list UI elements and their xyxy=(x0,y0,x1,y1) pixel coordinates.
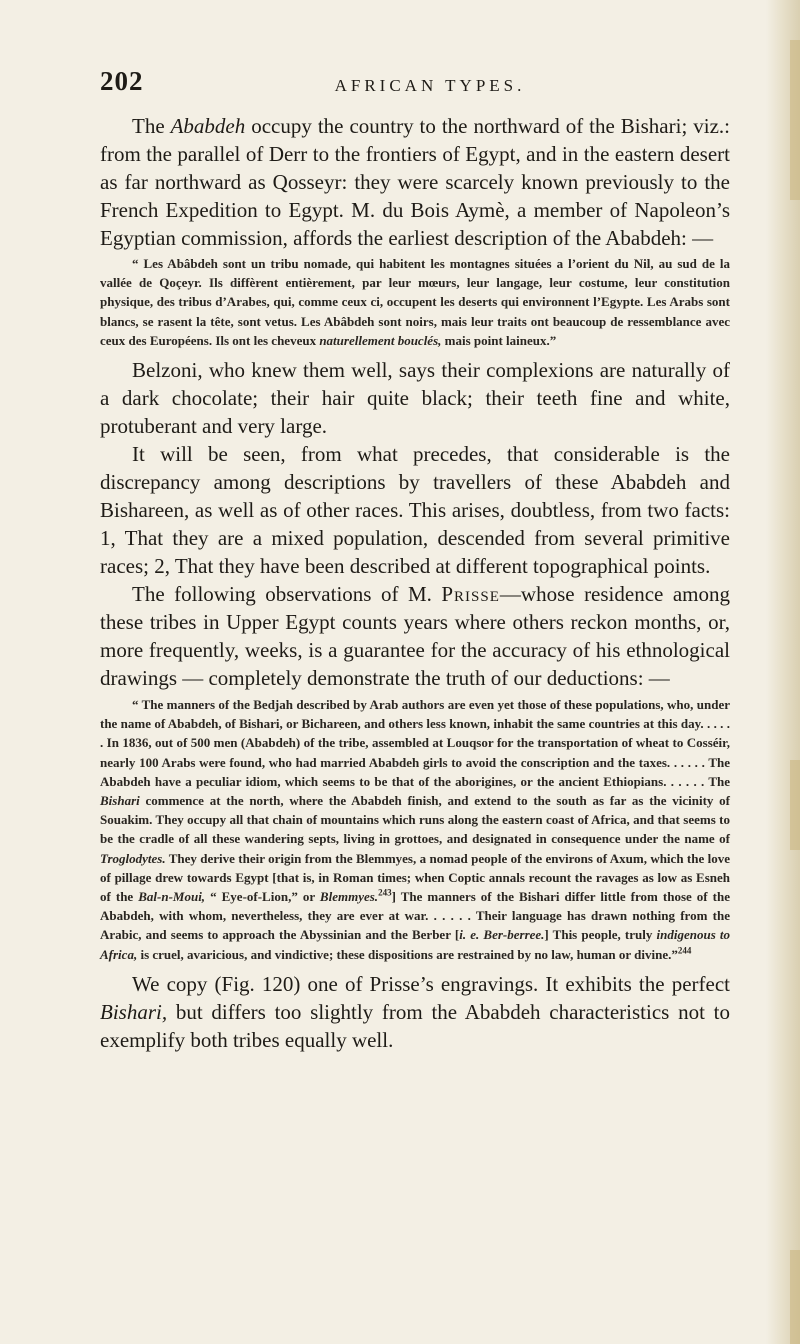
text-run: mais point laineux.” xyxy=(441,332,557,348)
page-edge-stain xyxy=(790,1250,800,1344)
text-run: —whose residence among these tribes in Upper Egypt counts years where others reckon months, or, more frequently, weeks, is a guarantee for the accuracy of his ethnological drawings — completely demonstrate the truth of our deductions: — xyxy=(100,582,730,691)
text-run: “ The manners of the Bedjah described by Arab authors are even yet those of these populations, who, under the name of Ababdeh, of Bishari, or Bichareen, and others less known, inhabit the same countries at this day. . . . . . In 1836, out of 500 men (Ababdeh) of the tribe, assembled at Louqsor for the transportation of wheat to Cosséir, nearly 100 Arabs were found, who had married Ababdeh girls to avoid the conscription and the taxes. . . . . . The Ababdeh have a peculiar idiom, which seems to be that of the aborigines, or the ancient Ethiopians. . . . . . The xyxy=(100,697,730,789)
text-run: ] This people, truly xyxy=(544,927,657,943)
running-head: AFRICAN TYPES. xyxy=(334,76,526,95)
paragraph-discrepancy: It will be seen, from what precedes, that considerable is the discrepancy among descriptions by travellers of these Ababdeh and Bishareen, as well as of other races. This arises, doubtless, from two facts: 1, That they are a mixed population, descended from several primitive races; 2, That they have been described at different topographical points. xyxy=(100,442,730,579)
page-edge-shadow xyxy=(766,0,800,1344)
italic-term: Blemmyes. xyxy=(319,889,379,905)
paragraph-prisse xyxy=(100,580,730,692)
text-run: commence at the north, where the Ababdeh finish, and extend to the south as far as the vicinity of Souakim. They occupy all that chain of mountains which runs along the eastern coast of Africa, and that seems to be the cradle of all these wandering septs, living in grottoes, and designated in consequence under the name of xyxy=(100,793,730,847)
italic-term: i. e. Ber-berree. xyxy=(459,927,545,943)
paragraph-fig-120 xyxy=(100,970,730,1054)
page-edge-stain xyxy=(790,760,800,850)
footnote-ref: 244 xyxy=(677,945,692,956)
prisse-quotation xyxy=(100,695,730,964)
italic-term: Bishari xyxy=(100,793,140,809)
text-run: “ Les Abâbdeh sont un tribu nomade, qui habitent les montagnes situées a l’orient du Nil, au sud de la vallée de Qoçeyr. Ils diffèrent entièrement, par leur mœurs, leur langage, leur costume, leur constitution physique, des tribus d’Arabes, qui, comme ceux ci, occupent les deserts qui environnent l’Egypte. Les Arabs sont blancs, se rasent la tête, sont vetus. Les Abâbdeh sont noirs, mais leur traits ont beaucoup de ressemblance avec ceux des Européens. Ils ont les cheveux xyxy=(100,256,730,348)
text-run: They derive their origin from the Blemmyes, a nomad people of the environs of Axum, which the love of pillage drew towards Egypt [that is, in Roman times; when Coptic annals recount the ravages as low as Esneh of the xyxy=(100,850,730,905)
italic-term: Bishari, xyxy=(100,999,168,1024)
page-edge-stain xyxy=(790,40,800,200)
page-header xyxy=(100,66,730,102)
paragraph-belzoni: Belzoni, who knew them well, says their complexions are naturally of a dark chocolate; their hair quite black; their teeth fine and white, protuberant and very large. xyxy=(100,358,730,439)
small-caps-name: Prisse xyxy=(441,582,500,607)
footnote-ref: 243 xyxy=(378,887,392,898)
text-run: We copy (Fig. 120) one of Prisse’s engravings. It exhibits the perfect xyxy=(132,971,730,996)
text-run: ] The manners of the Bishari differ little from those of the Ababdeh, with whom, nevertheless, they are ever at war. . . . . . Their language has drawn nothing from the Arabic, and seems to approach the Abyssinian and the Berber [ xyxy=(100,889,730,943)
text-run: but differs too slightly from the Ababdeh characteristics not to exemplify both tribes equally well. xyxy=(100,999,730,1052)
text-run: The following observations of M. xyxy=(132,582,442,607)
italic-term: indigenous to Africa, xyxy=(100,927,731,962)
page-number: 202 xyxy=(100,66,144,96)
text-run: The xyxy=(132,114,171,138)
text-run: “ Eye-of-Lion,” or xyxy=(205,889,320,905)
paragraph-ababdeh-intro xyxy=(100,112,730,252)
italic-term: naturellement bouclés, xyxy=(319,332,442,348)
text-run: occupy the country to the northward of the Bishari; viz.: from the parallel of Derr to the frontiers of Egypt, and in the eastern desert as far northward as Qosseyr: they were scarcely known previously to the French Expedition to Egypt. M. du Bois Aymè, a member of Napoleon’s Egyptian commission, affords the earliest description of the Ababdeh: — xyxy=(100,114,730,250)
french-quotation xyxy=(100,254,730,350)
italic-term: Troglodytes. xyxy=(100,850,166,866)
italic-term: Bal-n-Moui, xyxy=(138,889,206,905)
italic-term: Ababdeh xyxy=(170,114,246,138)
text-run: is cruel, avaricious, and vindictive; these dispositions are restrained by no law, human or divine.” xyxy=(137,946,678,962)
